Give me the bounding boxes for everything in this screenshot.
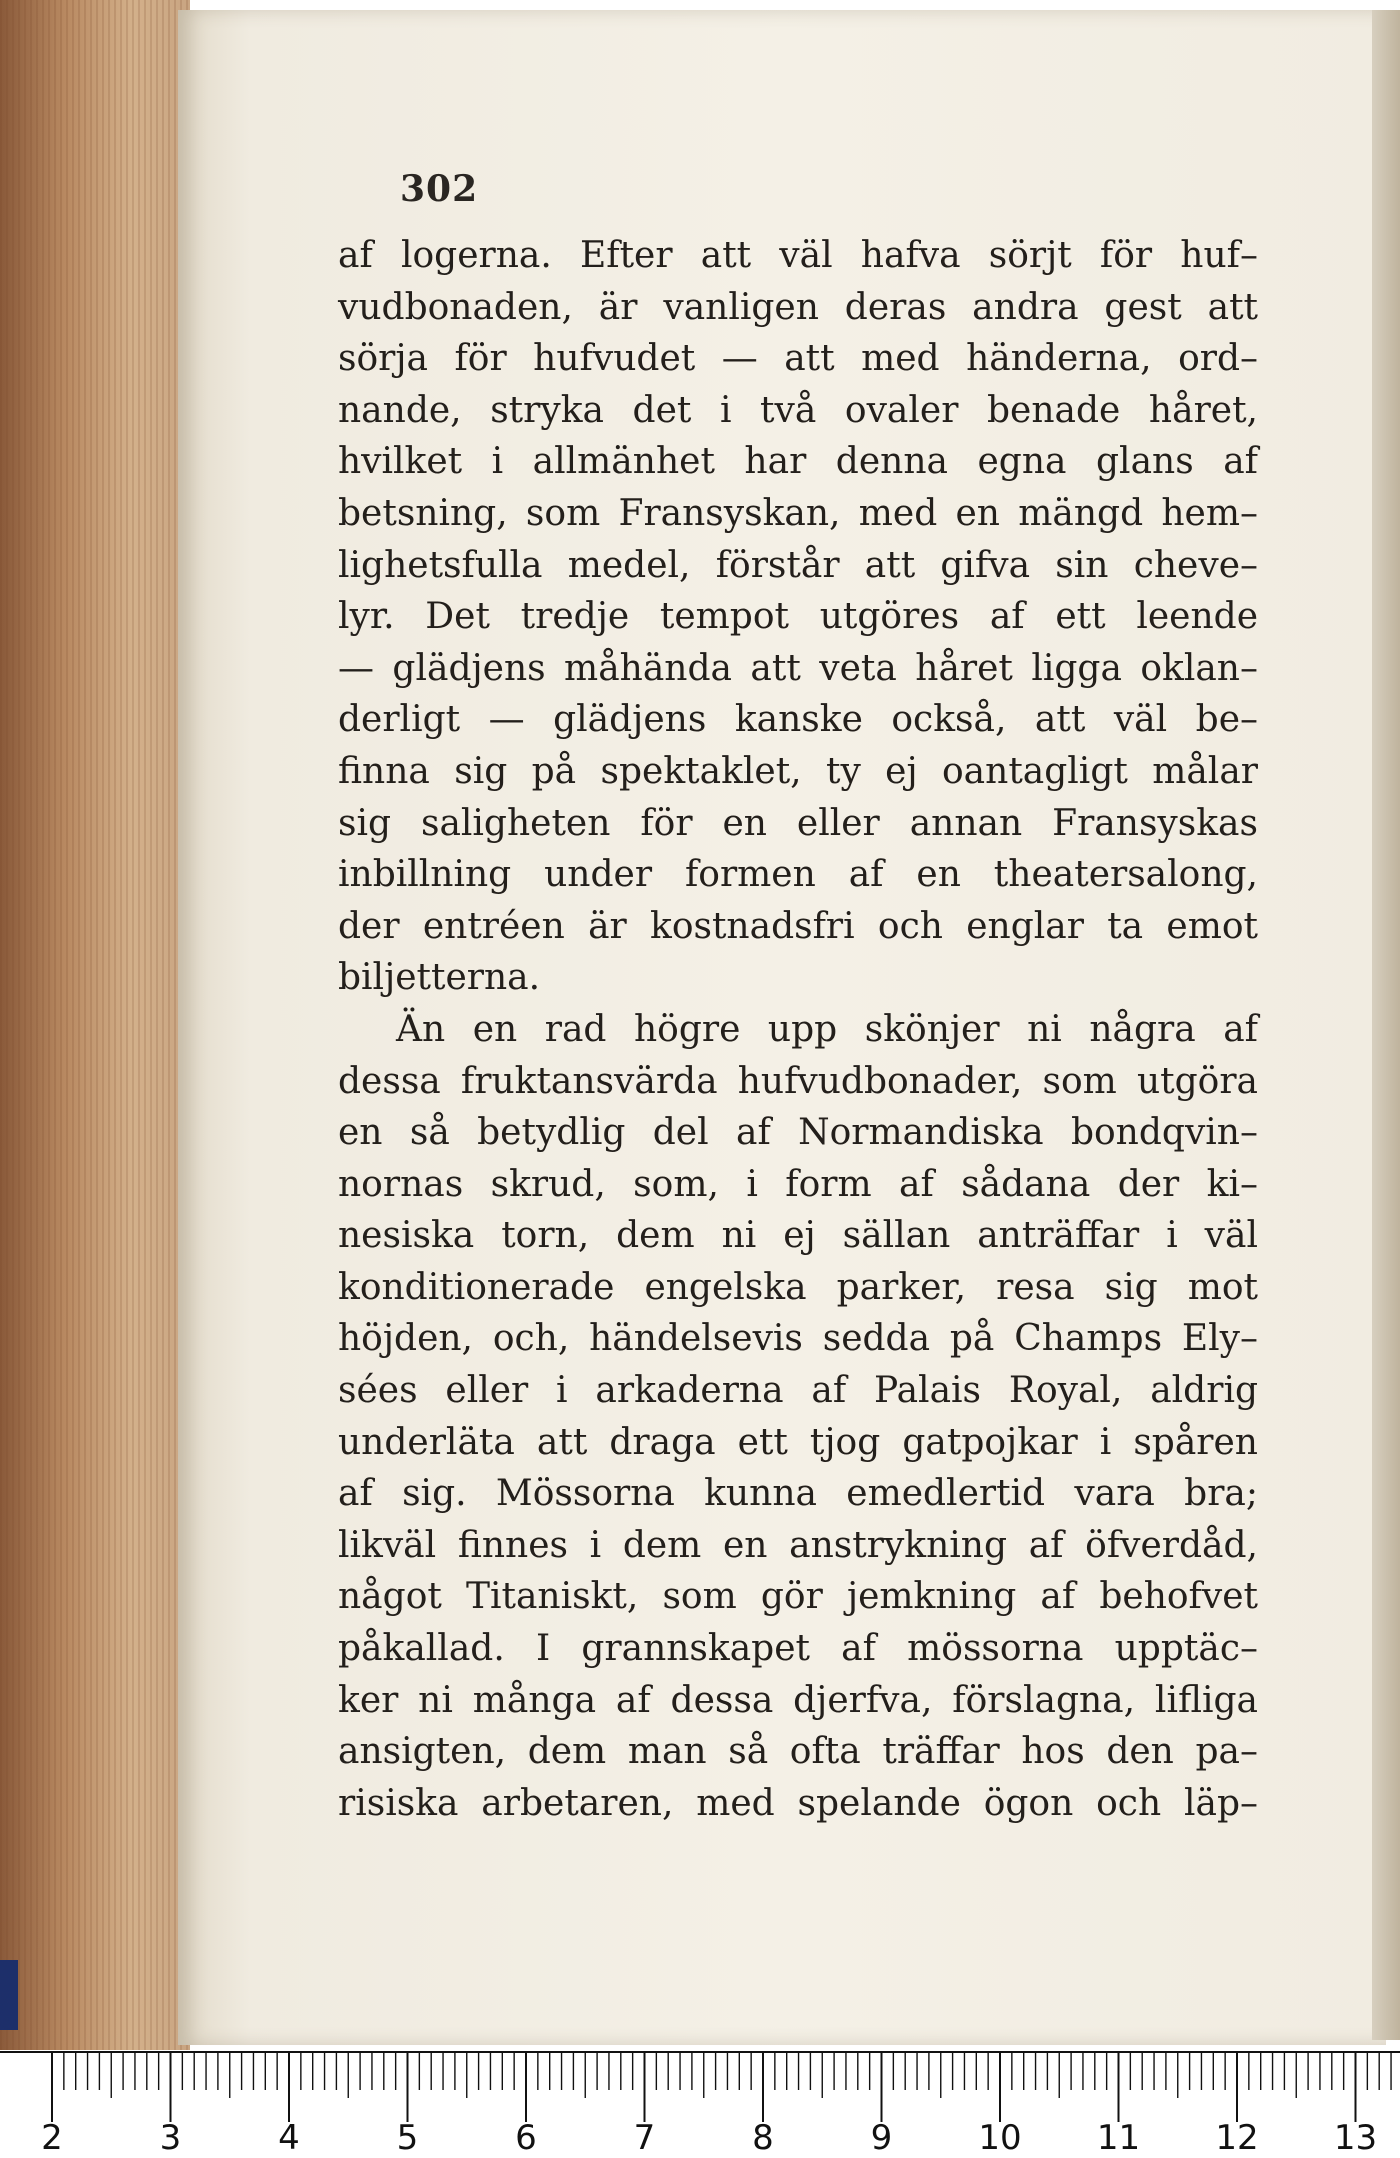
ruler-label: 6 bbox=[515, 2118, 537, 2158]
text-line: nesiska torn, dem ni ej sällan anträffar i väl bbox=[338, 1215, 1258, 1257]
text-line: af sig. Mössorna kunna emedlertid vara bra; bbox=[338, 1473, 1258, 1515]
ruler-label: 4 bbox=[278, 2118, 300, 2158]
scale-ruler bbox=[0, 2050, 1400, 2157]
text-line: derligt — glädjens kanske också, att väl be– bbox=[338, 699, 1258, 741]
text-line: inbillning under formen af en theatersalong, bbox=[338, 854, 1258, 896]
text-line: en så betydlig del af Normandiska bondqvin– bbox=[338, 1112, 1258, 1154]
text-line: konditionerade engelska parker, resa sig mot bbox=[338, 1266, 1258, 1308]
text-line: der entréen är kostnadsfri och englar ta emot bbox=[338, 905, 1258, 947]
text-line: — glädjens måhända att veta håret ligga oklan– bbox=[338, 647, 1258, 689]
ruler-label: 9 bbox=[870, 2118, 893, 2158]
text-line: ker ni många af dessa djerfva, förslagna, lifliga bbox=[338, 1679, 1258, 1721]
ruler-label: 5 bbox=[396, 2118, 419, 2158]
ruler-label: 12 bbox=[1215, 2118, 1259, 2158]
text-line: Än en rad högre upp skönjer ni några af bbox=[396, 1008, 1258, 1050]
text-line: finna sig på spektaklet, ty ej oantagligt målar bbox=[338, 750, 1258, 792]
text-line: underläta att draga ett tjog gatpojkar i spåren bbox=[338, 1421, 1258, 1463]
ruler-label: 8 bbox=[752, 2118, 774, 2158]
ruler-label: 7 bbox=[633, 2118, 656, 2158]
page-text bbox=[338, 230, 1258, 1829]
bookmark-ribbon bbox=[0, 1960, 18, 2030]
ruler-label: 2 bbox=[41, 2118, 63, 2158]
ruler-label: 13 bbox=[1333, 2118, 1378, 2158]
ruler-label: 3 bbox=[159, 2118, 182, 2158]
text-line: nornas skrud, som, i form af sådana der ki– bbox=[338, 1163, 1258, 1205]
text-line: nande, stryka det i två ovaler benade håret, bbox=[338, 389, 1258, 431]
text-line: hvilket i allmänhet har denna egna glans af bbox=[338, 441, 1258, 483]
ruler-label: 10 bbox=[978, 2118, 1022, 2158]
text-line: betsning, som Fransyskan, med en mängd hem– bbox=[338, 492, 1258, 534]
text-line: något Titaniskt, som gör jemkning af behofvet bbox=[338, 1576, 1258, 1618]
text-line: af logerna. Efter att väl hafva sörjt för huf– bbox=[338, 235, 1258, 276]
page-gutter bbox=[1372, 10, 1400, 2040]
text-line: vudbonaden, är vanligen deras andra gest att bbox=[338, 286, 1258, 328]
page-number: 302 bbox=[400, 168, 479, 210]
text-line: risiska arbetaren, med spelande ögon och läp– bbox=[338, 1782, 1258, 1824]
text-line: påkallad. I grannskapet af mössorna upptäc– bbox=[338, 1628, 1258, 1670]
text-line: höjden, och, händelsevis sedda på Champs Ely– bbox=[338, 1318, 1258, 1360]
text-line: biljetterna. bbox=[338, 957, 541, 999]
text-line: ansigten, dem man så ofta träffar hos den pa– bbox=[338, 1731, 1258, 1773]
text-line: lighetsfulla medel, förstår att gifva sin cheve– bbox=[338, 544, 1258, 586]
ruler-ticks bbox=[0, 2050, 1400, 2157]
text-line: dessa fruktansvärda hufvudbonader, som utgöra bbox=[338, 1060, 1258, 1102]
ruler-label: 11 bbox=[1096, 2118, 1141, 2158]
text-line: likväl finnes i dem en anstrykning af öfverdåd, bbox=[338, 1524, 1258, 1566]
page-edge-stack bbox=[0, 0, 190, 2050]
text-line: sées eller i arkaderna af Palais Royal, aldrig bbox=[338, 1370, 1258, 1412]
text-line: lyr. Det tredje tempot utgöres af ett leende bbox=[338, 596, 1258, 638]
text-line: sörja för hufvudet — att med händerna, ord– bbox=[338, 338, 1258, 380]
text-line: sig saligheten för en eller annan Fransyskas bbox=[338, 802, 1258, 844]
